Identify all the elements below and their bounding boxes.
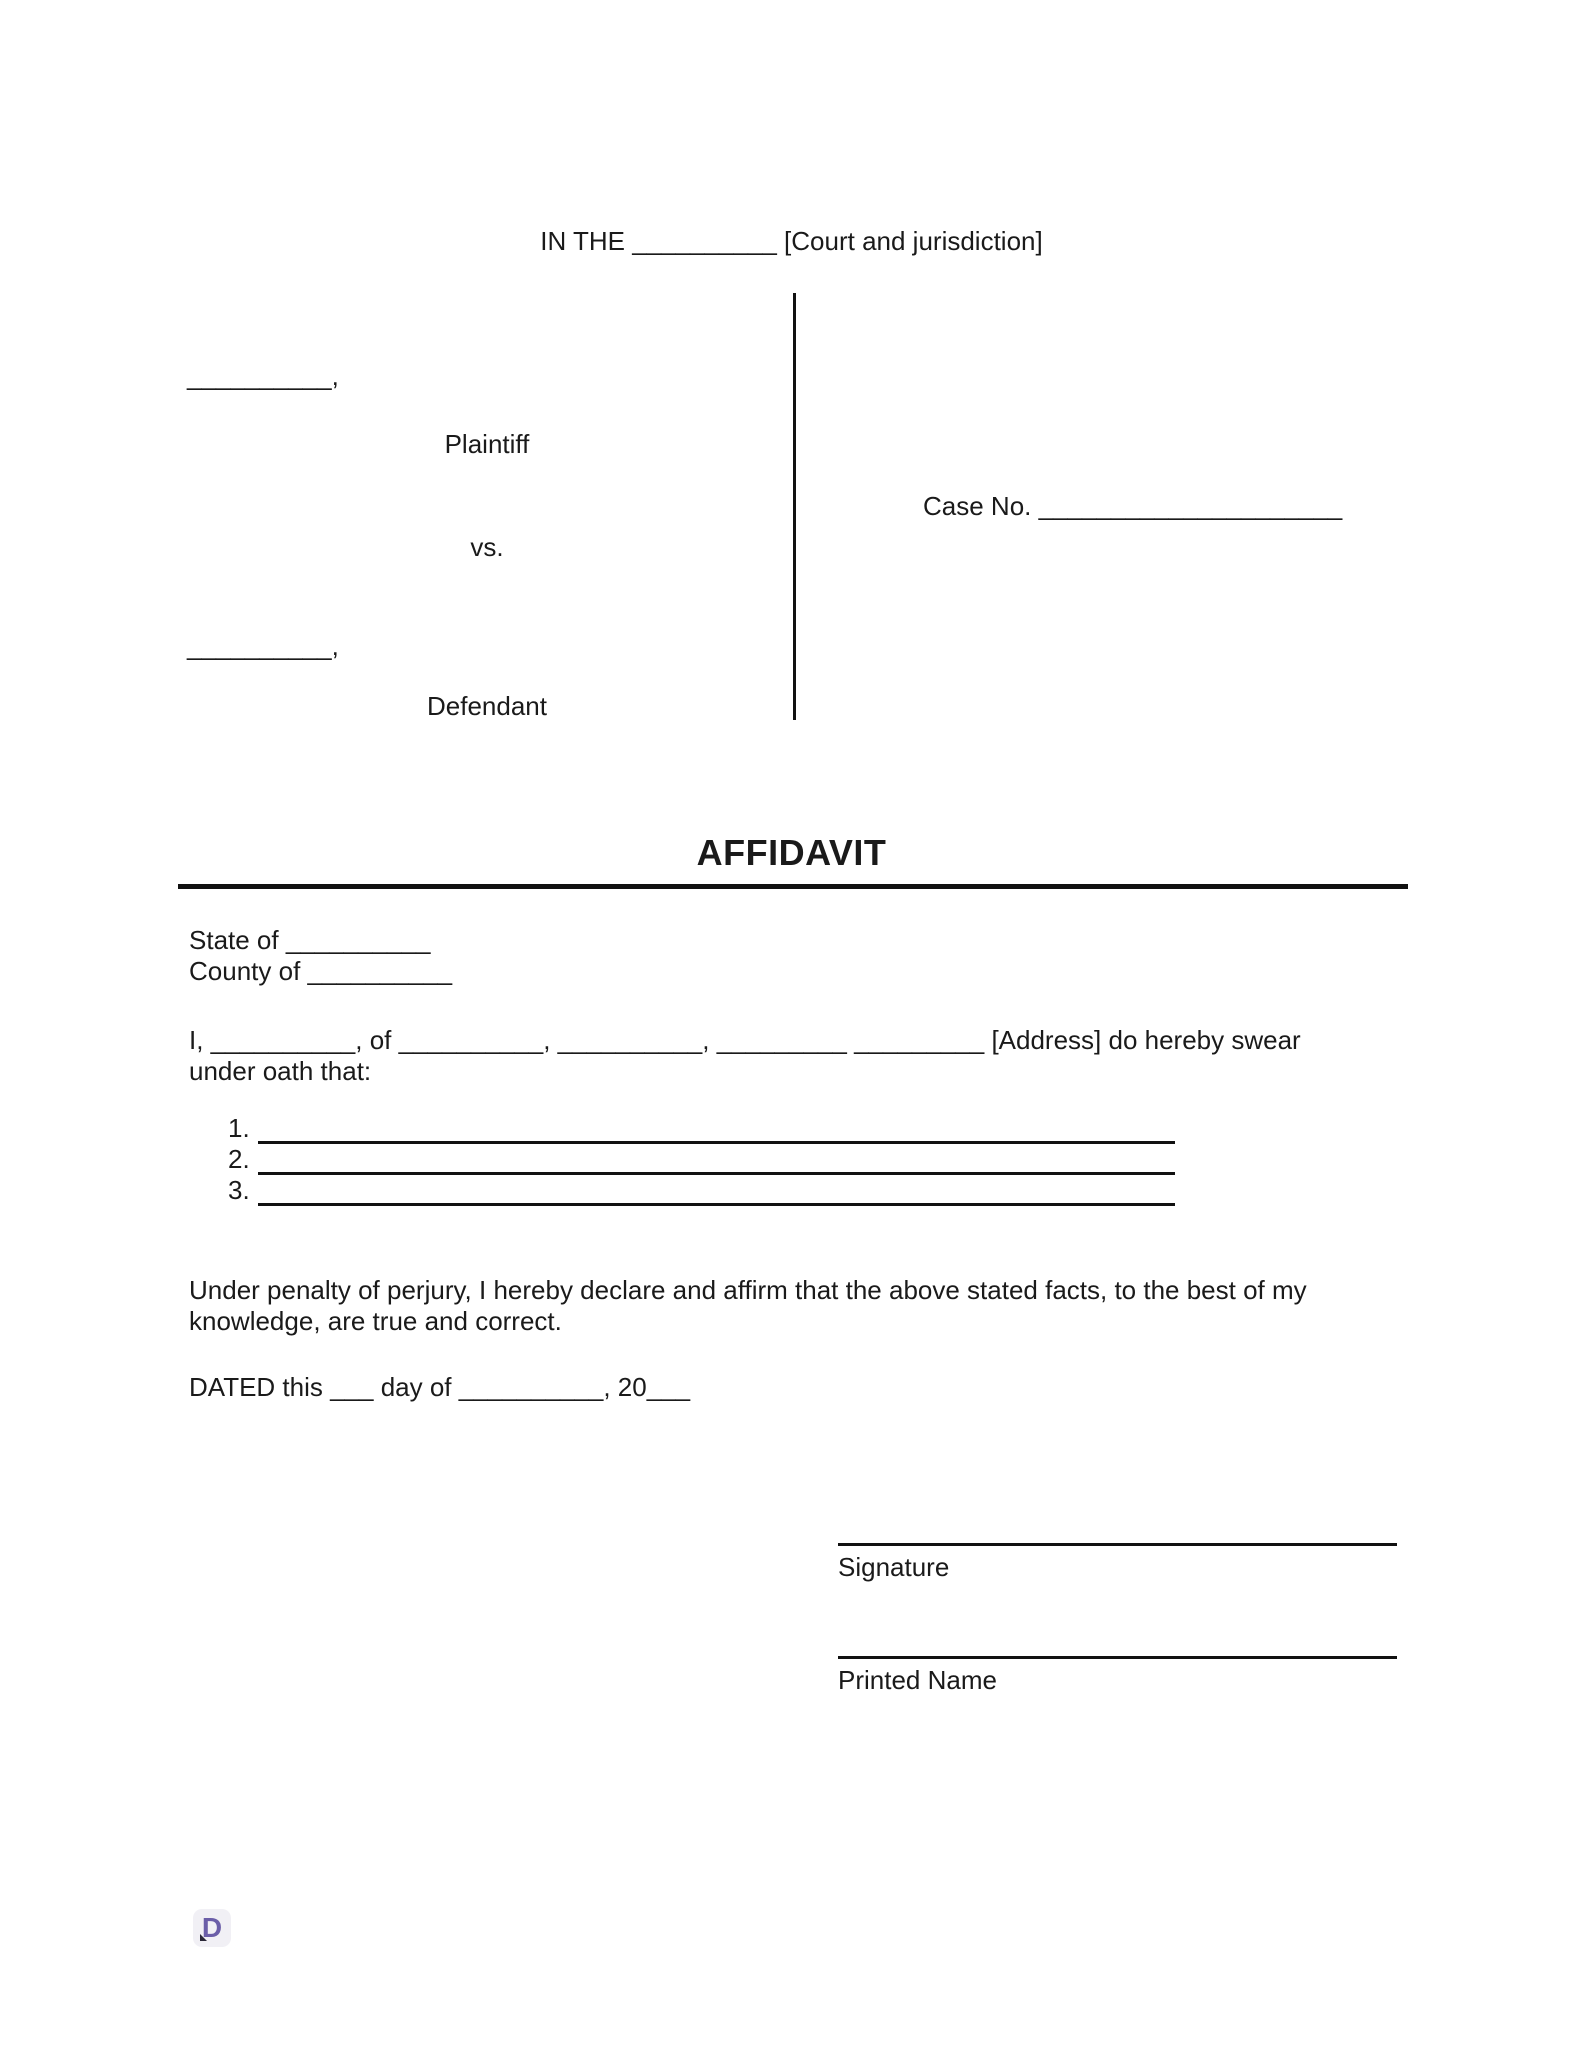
statement-number: 3. <box>228 1175 250 1205</box>
state-of-line: State of __________ <box>189 925 431 955</box>
statement-number: 1. <box>228 1113 250 1143</box>
signature-label: Signature <box>838 1552 950 1582</box>
perjury-line-2: knowledge, are true and correct. <box>189 1306 562 1336</box>
defendant-name-blank: __________, <box>187 631 339 661</box>
venue-block <box>189 925 1419 987</box>
plaintiff-label: Plaintiff <box>444 429 530 459</box>
signature-line <box>838 1543 1397 1546</box>
case-number-field: Case No. _____________________ <box>923 491 1343 521</box>
perjury-clause <box>189 1275 1449 1337</box>
perjury-line-1: Under penalty of perjury, I hereby declare and affirm that the above stated facts, to the best of my <box>189 1275 1307 1305</box>
versus-label: vs. <box>470 532 504 562</box>
brand-logo <box>193 1909 231 1947</box>
logo-pen-nib-icon <box>200 1934 207 1941</box>
document-title: AFFIDAVIT <box>696 832 887 873</box>
statement-blank-line <box>258 1179 1175 1206</box>
statement-item-2 <box>228 1144 1175 1175</box>
defendant-label: Defendant <box>427 691 547 721</box>
court-header-line: IN THE __________ [Court and jurisdiction] <box>540 226 1043 256</box>
plaintiff-name-blank: __________, <box>187 361 339 391</box>
printed-name-line <box>838 1656 1397 1659</box>
statement-blank-line <box>258 1117 1175 1144</box>
county-of-line: County of __________ <box>189 956 453 986</box>
dated-line: DATED this ___ day of __________, 20___ <box>189 1372 691 1402</box>
title-rule-line <box>178 884 1408 889</box>
brand-logo-letter: D <box>201 1912 223 1943</box>
statements-list <box>228 1113 1175 1206</box>
printed-name-label: Printed Name <box>838 1665 997 1695</box>
printed-name-block <box>838 1656 1397 1696</box>
caption-divider-line <box>793 293 796 720</box>
affiant-statement <box>189 1025 1449 1087</box>
statement-item-3 <box>228 1175 1175 1206</box>
statement-number: 2. <box>228 1144 250 1174</box>
signature-block <box>838 1543 1397 1583</box>
statement-blank-line <box>258 1148 1175 1175</box>
affiant-line-2: under oath that: <box>189 1056 372 1086</box>
affiant-line-1: I, __________, of __________, __________, _________ _________ [Address] do hereby swear <box>189 1025 1301 1055</box>
statement-item-1 <box>228 1113 1175 1144</box>
